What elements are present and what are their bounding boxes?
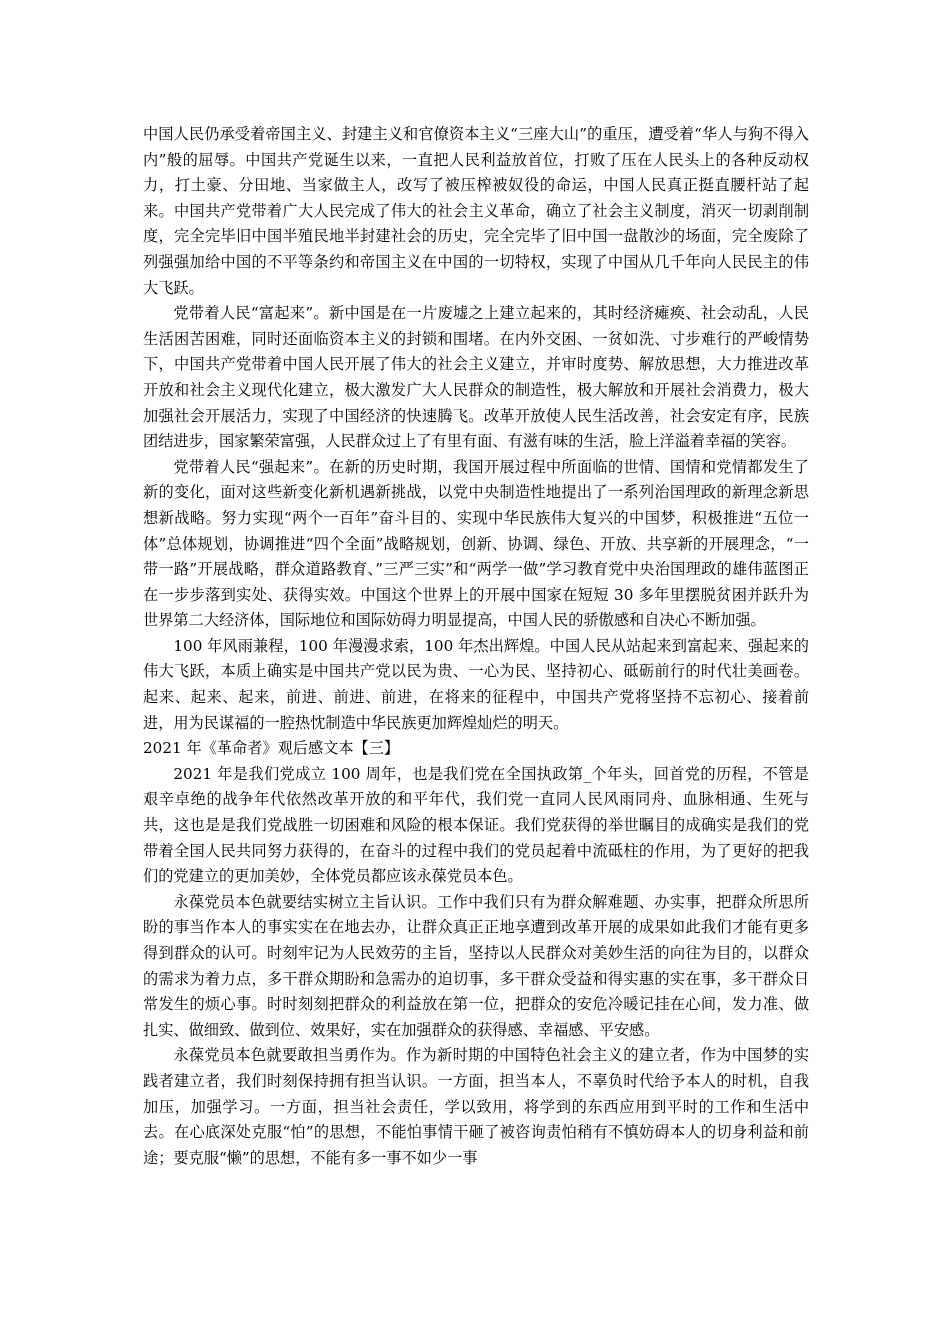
paragraph-party-100th: 2021 年是我们党成立 100 周年，也是我们党在全国执政第_个年头，回首党的历程，不管是艰辛卓绝的战争年代依然改革开放的和平年代，我们党一直同人民风雨同舟、血脉相通、生死与共，这也是是我们党战胜一切困难和风险的根本保证。我们党获得的举世瞩目的成确实是我们的党带着全国人民共同努力获得的，在奋斗的过程中我们的党员起着中流砥柱的作用，为了更好的把我们的党建立的更加美妙，全体党员都应该永葆党员本色。	[143, 764, 809, 886]
section-heading: 2021 年《革命者》观后感文本【三】	[143, 739, 400, 758]
paragraph-qiang-qi-lai: 党带着人民“强起来”。在新的历史时期，我国开展过程中所面临的世情、国情和党情都发生了新的变化，面对这些新变化新机遇新挑战，以党中央制造性地提出了一系列治国理政的新理念新思想新战略。努力实现“两个一百年”奋斗目的、实现中华民族伟大复兴的中国梦，积极推进“五位一体”总体规划，协调推进“四个全面”战略规划，创新、协调、绿色、开放、共享新的开展理念，“一带一路”开展战略，群众道路教育、”三严三实”和“两学一做”学习教育党中央治国理政的雄伟蓝图正在一步步落到实处、获得实效。中国这个世界上的开展中国家在短短 30 多年里摆脱贫困并跃升为世界第二大经济体，国际地位和国际妨碍力明显提高，中国人民的骄傲感和自决心不断加强。	[143, 457, 809, 630]
paragraph-fu-qi-lai: 党带着人民“富起来”。新中国是在一片废墟之上建立起来的，其时经济瘫痪、社会动乱，人民生活困苦困难，同时还面临资本主义的封锁和围堵。在内外交困、一贫如洗、寸步难行的严峻情势下，中国共产党带着中国人民开展了伟大的社会主义建立，并审时度势、解放思想，大力推进改革开放和社会主义现代化建立，极大激发广大人民群众的制造性，极大解放和开展社会消费力，极大加强社会开展活力，实现了中国经济的快速腾飞。改革开放使人民生活改善，社会安定有序，民族团结进步，国家繁荣富强，人民群众过上了有里有面、有滋有味的生活，脸上洋溢着幸福的笑容。	[143, 304, 809, 451]
paragraph-100-years: 100 年风雨兼程，100 年漫漫求索，100 年杰出辉煌。中国人民从站起来到富起来、强起来的伟大飞跃，本质上确实是中国共产党以民为贵、一心为民、坚持初心、砥砺前行的时代壮美画卷。起来、起来、起来，前进、前进、前进，在将来的征程中，中国共产党将坚持不忘初心、接着前进，用为民谋福的一腔热忱制造中华民族更加辉煌灿烂的明天。	[143, 636, 809, 732]
paragraph-continued: 中国人民仍承受着帝国主义、封建主义和官僚资本主义“三座大山”的重压，遭受着“华人与狗不得入内”般的屈辱。中国共产党诞生以来，一直把人民利益放首位，打败了压在人民头上的各种反动权力，打土豪、分田地、当家做主人，改写了被压榨被奴役的命运，中国人民真正挺直腰杆站了起来。中国共产党带着广大人民完成了伟大的社会主义革命，确立了社会主义制度，消灭一切剥削制度，完全完毕旧中国半殖民地半封建社会的历史，完全完毕了旧中国一盘散沙的场面，完全废除了列强强加给中国的不平等条约和帝国主义在中国的一切特权，实现了中国从几千年向人民民主的伟大飞跃。	[143, 125, 809, 297]
paragraph-zhuzhi-renshi: 永葆党员本色就要结实树立主旨认识。工作中我们只有为群众解难题、办实事，把群众所思所盼的事当作本人的事实实在在地去办，让群众真正正地享遭到改革开展的成果如此我们才能有更多得到群众的认可。时刻牢记为人民效劳的主旨，坚持以人民群众对美妙生活的向往为目的，以群众的需求为着力点，多干群众期盼和急需办的迫切事，多干群众受益和得实惠的实在事，多干群众日常发生的烦心事。时时刻刻把群众的利益放在第一位，把群众的安危冷暖记挂在心间，发力准、做扎实、做细致、做到位、效果好，实在加强群众的获得感、幸福感、平安感。	[143, 892, 809, 1039]
document-body	[143, 122, 809, 1171]
paragraph-dandang: 永葆党员本色就要敢担当勇作为。作为新时期的中国特色社会主义的建立者，作为中国梦的实践者建立者，我们时刻保持拥有担当认识。一方面，担当本人，不辜负时代给予本人的时机，自我加压，加强学习。一方面，担当社会责任，学以致用，将学到的东西应用到平时的工作和生活中去。在心底深处克服“怕”的思想，不能怕事情干砸了被咨询责怕稍有不慎妨碍本人的切身利益和前途；要克服“懒”的思想，不能有多一事不如少一事	[143, 1046, 809, 1167]
